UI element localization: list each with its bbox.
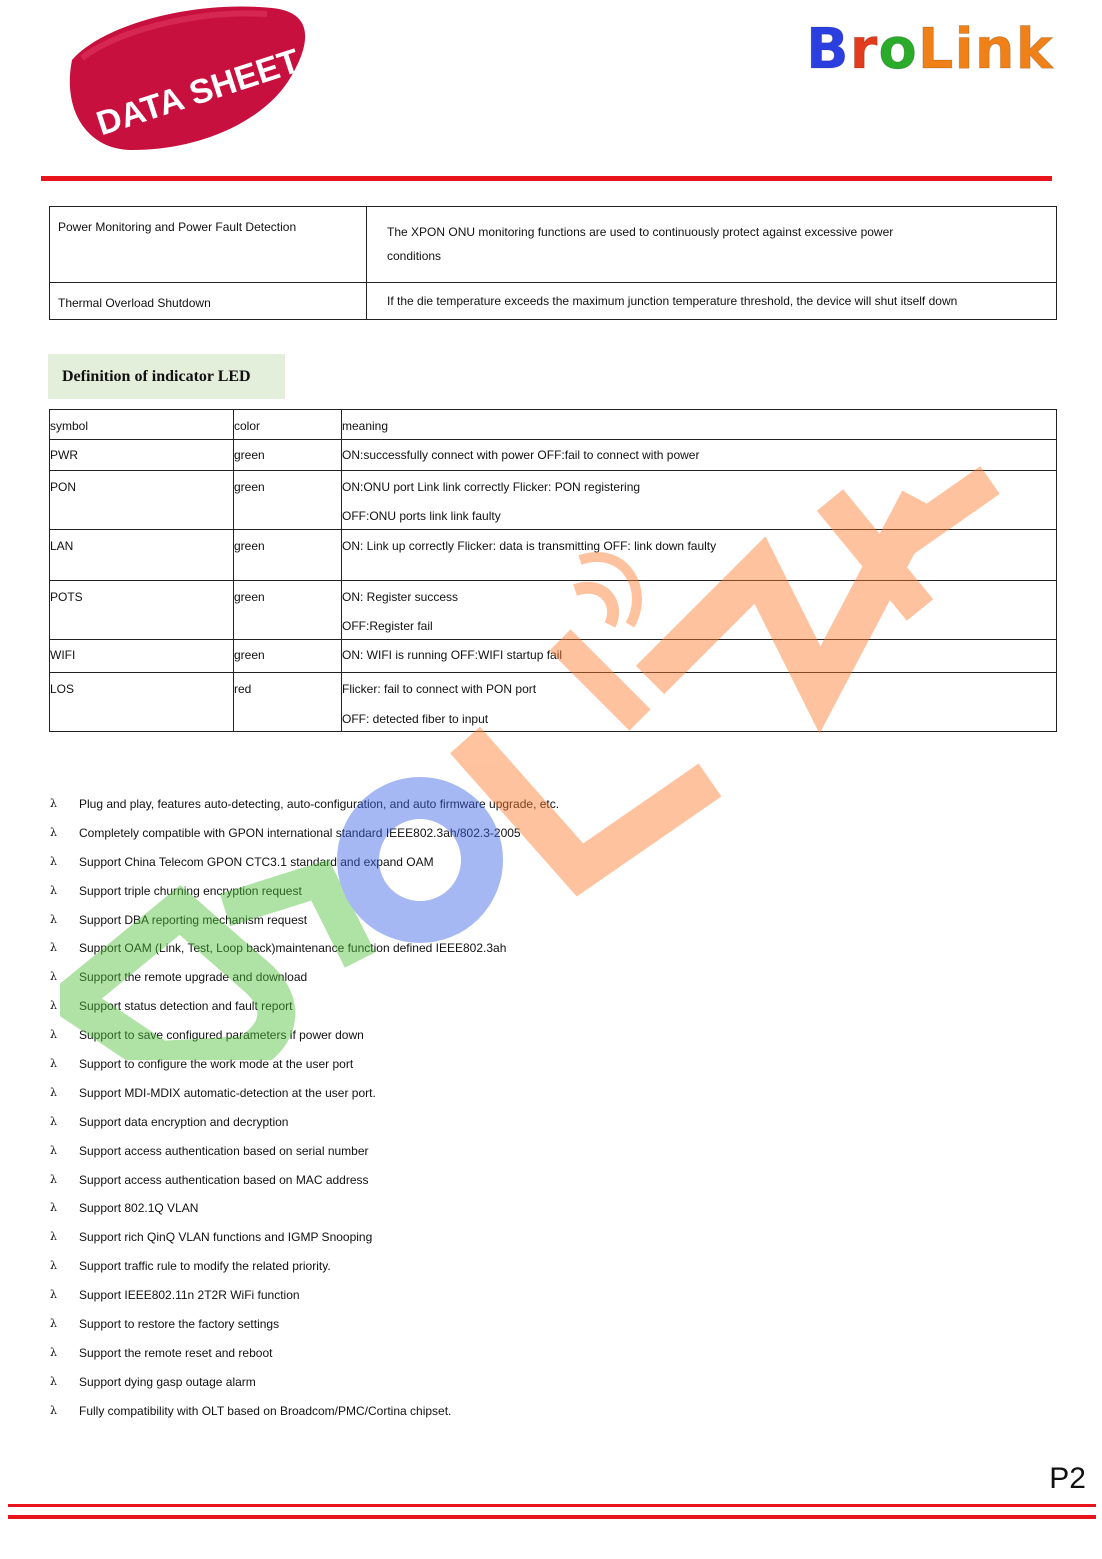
- feature-name: Power Monitoring and Power Fault Detection: [58, 220, 297, 234]
- list-item: [50, 1028, 559, 1057]
- feature-desc-line: conditions: [387, 249, 442, 263]
- led-meaning: ON: Link up correctly Flicker: data is transmitting OFF: link down faulty: [342, 539, 717, 553]
- feature-text: Support the remote reset and reboot: [79, 1345, 273, 1360]
- header-rule: [41, 176, 1052, 181]
- bullet-icon: λ: [50, 1230, 57, 1244]
- table-row: [50, 530, 1057, 581]
- bullet-icon: λ: [50, 797, 57, 810]
- footer-rule: [8, 1504, 1096, 1507]
- feature-text: Support China Telecom GPON CTC3.1 standard and expand OAM: [79, 854, 434, 869]
- list-item: [50, 1230, 559, 1259]
- page-number: P2: [1049, 1462, 1086, 1495]
- bullet-icon: λ: [50, 1085, 57, 1099]
- feature-desc-line: If the die temperature exceeds the maximum junction temperature threshold, the device will shut itself down: [387, 294, 958, 308]
- led-symbol: LOS: [50, 682, 75, 696]
- bullet-icon: λ: [50, 1374, 57, 1388]
- list-item: [50, 1057, 559, 1086]
- led-symbol: POTS: [50, 590, 83, 604]
- led-symbol: PON: [50, 480, 77, 494]
- table-row: [50, 673, 1057, 732]
- feature-text: Support rich QinQ VLAN functions and IGMP Snooping: [79, 1230, 373, 1245]
- list-item: [50, 1404, 559, 1433]
- bullet-icon: λ: [50, 1317, 57, 1331]
- header-symbol: symbol: [50, 419, 89, 433]
- section-title: Definition of indicator LED: [48, 354, 285, 399]
- table-header-row: [50, 410, 1057, 440]
- list-item: [50, 1086, 559, 1115]
- led-meaning: Flicker: fail to connect with PON port: [342, 682, 537, 696]
- list-item: [50, 1375, 559, 1404]
- feature-text: Support the remote upgrade and download: [79, 970, 308, 985]
- bullet-icon: λ: [50, 1403, 57, 1417]
- feature-text: Support triple churning encryption request: [79, 883, 302, 898]
- bullet-icon: λ: [50, 1114, 57, 1128]
- led-color: green: [234, 539, 265, 553]
- feature-text: Support DBA reporting mechanism request: [79, 912, 308, 927]
- table-row: [50, 207, 1057, 283]
- feature-text: Support access authentication based on MAC address: [79, 1172, 369, 1187]
- brolink-logo: B r o L i n k: [806, 17, 1054, 82]
- feature-text: Support dying gasp outage alarm: [79, 1374, 256, 1389]
- header-color: color: [234, 419, 261, 433]
- led-meaning: ON:ONU port Link link correctly Flicker: PON registering: [342, 480, 641, 494]
- led-color: green: [234, 480, 265, 494]
- bullet-icon: λ: [50, 1057, 57, 1071]
- bullet-icon: λ: [50, 912, 57, 926]
- list-item: [50, 1288, 559, 1317]
- led-meaning: ON:successfully connect with power OFF:fail to connect with power: [342, 448, 700, 462]
- led-meaning: OFF:ONU ports link link faulty: [342, 509, 501, 523]
- feature-text: Fully compatibility with OLT based on Broadcom/PMC/Cortina chipset.: [79, 1403, 452, 1418]
- led-color: green: [234, 448, 265, 462]
- led-color: green: [234, 648, 265, 662]
- led-table: [49, 409, 1057, 732]
- list-item: [50, 1201, 559, 1230]
- led-color: green: [234, 590, 265, 604]
- bullet-icon: λ: [50, 1345, 57, 1359]
- feature-text: Support 802.1Q VLAN: [79, 1201, 199, 1216]
- feature-text: Support traffic rule to modify the related priority.: [79, 1259, 331, 1274]
- led-meaning: OFF: detected fiber to input: [342, 712, 489, 726]
- led-meaning: OFF:Register fail: [342, 619, 433, 633]
- list-item: [50, 855, 559, 884]
- bullet-icon: λ: [50, 854, 57, 868]
- led-meaning: ON: WIFI is running OFF:WIFI startup fail: [342, 648, 563, 662]
- list-item: [50, 1259, 559, 1288]
- data-sheet-badge: [62, 0, 312, 160]
- list-item: [50, 1346, 559, 1375]
- led-color: red: [234, 682, 252, 696]
- list-item: [50, 1115, 559, 1144]
- bullet-icon: λ: [50, 970, 57, 984]
- list-item: [50, 884, 559, 913]
- feature-text: Support data encryption and decryption: [79, 1114, 289, 1129]
- feature-text: Support MDI-MDIX automatic-detection at the user port.: [79, 1085, 376, 1100]
- bullet-icon: λ: [50, 1028, 57, 1042]
- list-item: [50, 1173, 559, 1202]
- bullet-icon: λ: [50, 825, 57, 839]
- feature-text: Support to configure the work mode at the user port: [79, 1057, 354, 1072]
- bullet-icon: λ: [50, 999, 57, 1013]
- feature-text: Support status detection and fault report: [79, 999, 293, 1014]
- led-symbol: PWR: [50, 448, 78, 462]
- feature-text: Support to restore the factory settings: [79, 1317, 280, 1332]
- table-row: [50, 581, 1057, 640]
- list-item: [50, 1144, 559, 1173]
- feature-text: Support access authentication based on serial number: [79, 1143, 369, 1158]
- bullet-icon: λ: [50, 1172, 57, 1186]
- feature-name: Thermal Overload Shutdown: [58, 296, 211, 310]
- header-meaning: meaning: [342, 419, 389, 433]
- list-item: [50, 826, 559, 855]
- feature-text: Completely compatible with GPON international standard IEEE802.3ah/802.3-2005: [79, 825, 521, 840]
- bullet-icon: λ: [50, 1288, 57, 1302]
- bullet-icon: λ: [50, 1259, 57, 1273]
- led-meaning: ON: Register success: [342, 590, 459, 604]
- feature-table: [49, 206, 1057, 320]
- led-symbol: WIFI: [50, 648, 76, 662]
- bullet-icon: λ: [50, 941, 57, 955]
- feature-desc-line: The XPON ONU monitoring functions are used to continuously protect against excessive power: [387, 225, 894, 239]
- bullet-icon: λ: [50, 1143, 57, 1157]
- led-symbol: LAN: [50, 539, 74, 553]
- feature-text: Support IEEE802.11n 2T2R WiFi function: [79, 1288, 300, 1303]
- list-item: [50, 999, 559, 1028]
- list-item: [50, 970, 559, 999]
- list-item: [50, 797, 559, 826]
- feature-text: Support OAM (Link, Test, Loop back)maintenance function defined IEEE802.3ah: [79, 941, 507, 956]
- table-row: [50, 440, 1057, 471]
- table-row: [50, 471, 1057, 530]
- table-row: [50, 283, 1057, 320]
- table-row: [50, 640, 1057, 673]
- feature-list: [50, 797, 559, 1433]
- list-item: [50, 941, 559, 970]
- bullet-icon: λ: [50, 883, 57, 897]
- list-item: [50, 1317, 559, 1346]
- list-item: [50, 913, 559, 942]
- bullet-icon: λ: [50, 1201, 57, 1215]
- feature-text: Plug and play, features auto-detecting, auto-configuration, and auto firmware upgrade, etc.: [79, 797, 560, 811]
- badge-text: DATA SHEET: [91, 41, 305, 144]
- footer-rule: [8, 1515, 1096, 1519]
- feature-text: Support to save configured parameters if power down: [79, 1028, 364, 1043]
